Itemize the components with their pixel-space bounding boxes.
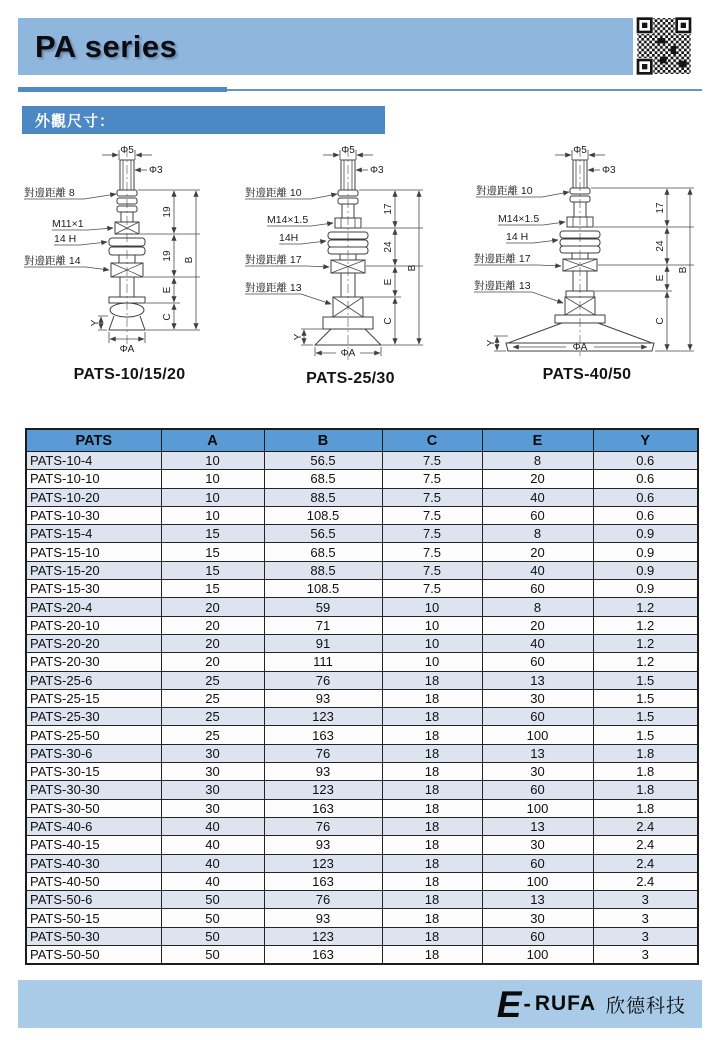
value-cell: 88.5 bbox=[264, 561, 382, 579]
value-cell: 76 bbox=[264, 744, 382, 762]
page-title: PA series bbox=[35, 28, 178, 64]
value-cell: 59 bbox=[264, 598, 382, 616]
col-header-y: Y bbox=[593, 429, 698, 452]
value-cell: 1.5 bbox=[593, 689, 698, 707]
value-cell: 1.2 bbox=[593, 634, 698, 652]
header-bar bbox=[18, 18, 633, 75]
model-cell: PATS-10-20 bbox=[26, 488, 161, 506]
label-collar: 14H bbox=[279, 232, 299, 244]
model-cell: PATS-15-20 bbox=[26, 561, 161, 579]
table-row bbox=[26, 726, 698, 744]
value-cell: 13 bbox=[482, 671, 593, 689]
value-cell: 40 bbox=[161, 872, 264, 890]
value-cell: 88.5 bbox=[264, 488, 382, 506]
value-cell: 13 bbox=[482, 891, 593, 909]
value-cell: 7.5 bbox=[382, 561, 482, 579]
value-cell: 40 bbox=[482, 561, 593, 579]
value-cell: 10 bbox=[161, 488, 264, 506]
label-thread: M14×1.5 bbox=[498, 213, 540, 225]
value-cell: 10 bbox=[161, 452, 264, 470]
value-cell: 0.6 bbox=[593, 488, 698, 506]
value-cell: 60 bbox=[482, 653, 593, 671]
model-cell: PATS-40-6 bbox=[26, 817, 161, 835]
value-cell: 3 bbox=[593, 891, 698, 909]
value-cell: 1.2 bbox=[593, 598, 698, 616]
value-cell: 2.4 bbox=[593, 836, 698, 854]
table-row bbox=[26, 671, 698, 689]
dim-seg2: 24 bbox=[655, 240, 666, 252]
model-cell: PATS-25-30 bbox=[26, 708, 161, 726]
value-cell: 1.8 bbox=[593, 763, 698, 781]
value-cell: 10 bbox=[382, 634, 482, 652]
dim-seg2: 24 bbox=[383, 241, 394, 253]
value-cell: 7.5 bbox=[382, 580, 482, 598]
table-row bbox=[26, 653, 698, 671]
label-flats-low: 對邊距離 13 bbox=[474, 280, 531, 292]
value-cell: 8 bbox=[482, 598, 593, 616]
value-cell: 50 bbox=[161, 909, 264, 927]
dim-phi3: Φ3 bbox=[370, 165, 384, 176]
table-row bbox=[26, 817, 698, 835]
value-cell: 20 bbox=[482, 543, 593, 561]
value-cell: 68.5 bbox=[264, 470, 382, 488]
value-cell: 20 bbox=[161, 598, 264, 616]
model-cell: PATS-40-30 bbox=[26, 854, 161, 872]
value-cell: 10 bbox=[161, 506, 264, 524]
model-cell: PATS-50-50 bbox=[26, 946, 161, 965]
model-cell: PATS-10-4 bbox=[26, 452, 161, 470]
value-cell: 15 bbox=[161, 543, 264, 561]
value-cell: 25 bbox=[161, 726, 264, 744]
logo-chinese-name: 欣德科技 bbox=[605, 995, 686, 1017]
value-cell: 1.8 bbox=[593, 781, 698, 799]
section-title-bar bbox=[22, 106, 385, 134]
model-cell: PATS-30-50 bbox=[26, 799, 161, 817]
col-header-c: C bbox=[382, 429, 482, 452]
table-row bbox=[26, 580, 698, 598]
value-cell: 40 bbox=[161, 854, 264, 872]
value-cell: 93 bbox=[264, 836, 382, 854]
label-flats-mid: 對邊距離 17 bbox=[245, 254, 302, 266]
value-cell: 60 bbox=[482, 708, 593, 726]
value-cell: 100 bbox=[482, 726, 593, 744]
value-cell: 30 bbox=[482, 763, 593, 781]
value-cell: 15 bbox=[161, 525, 264, 543]
value-cell: 18 bbox=[382, 891, 482, 909]
table-row bbox=[26, 506, 698, 524]
value-cell: 123 bbox=[264, 708, 382, 726]
value-cell: 10 bbox=[382, 653, 482, 671]
label-flats-top: 對邊距離 10 bbox=[245, 187, 302, 199]
dim-phi3: Φ3 bbox=[149, 165, 163, 176]
model-cell: PATS-30-15 bbox=[26, 763, 161, 781]
value-cell: 163 bbox=[264, 726, 382, 744]
value-cell: 7.5 bbox=[382, 452, 482, 470]
model-cell: PATS-20-4 bbox=[26, 598, 161, 616]
model-cell: PATS-25-15 bbox=[26, 689, 161, 707]
value-cell: 50 bbox=[161, 891, 264, 909]
value-cell: 100 bbox=[482, 946, 593, 965]
value-cell: 18 bbox=[382, 763, 482, 781]
label-flats-top: 對邊距離 10 bbox=[476, 185, 533, 197]
dim-b: B bbox=[678, 266, 689, 274]
dim-y: Y bbox=[486, 339, 497, 347]
value-cell: 40 bbox=[161, 817, 264, 835]
table-row bbox=[26, 561, 698, 579]
value-cell: 163 bbox=[264, 946, 382, 965]
value-cell: 71 bbox=[264, 616, 382, 634]
table-row bbox=[26, 744, 698, 762]
value-cell: 2.4 bbox=[593, 854, 698, 872]
value-cell: 50 bbox=[161, 927, 264, 945]
value-cell: 15 bbox=[161, 561, 264, 579]
value-cell: 8 bbox=[482, 452, 593, 470]
value-cell: 7.5 bbox=[382, 525, 482, 543]
value-cell: 93 bbox=[264, 909, 382, 927]
model-cell: PATS-50-6 bbox=[26, 891, 161, 909]
dim-y: Y bbox=[90, 319, 101, 327]
col-header-pats: PATS bbox=[26, 429, 161, 452]
table-row bbox=[26, 927, 698, 945]
value-cell: 10 bbox=[161, 470, 264, 488]
value-cell: 163 bbox=[264, 872, 382, 890]
value-cell: 100 bbox=[482, 799, 593, 817]
table-row bbox=[26, 689, 698, 707]
table-row bbox=[26, 708, 698, 726]
dim-b: B bbox=[407, 264, 418, 272]
value-cell: 40 bbox=[482, 634, 593, 652]
section-title: 外觀尺寸： bbox=[35, 112, 116, 130]
value-cell: 30 bbox=[161, 744, 264, 762]
value-cell: 1.2 bbox=[593, 616, 698, 634]
table-row bbox=[26, 470, 698, 488]
value-cell: 56.5 bbox=[264, 525, 382, 543]
value-cell: 20 bbox=[161, 634, 264, 652]
table-row bbox=[26, 452, 698, 470]
dim-phi3: Φ3 bbox=[602, 165, 616, 176]
value-cell: 30 bbox=[482, 689, 593, 707]
value-cell: 1.8 bbox=[593, 799, 698, 817]
table-row bbox=[26, 909, 698, 927]
label-thread: M11×1 bbox=[52, 218, 84, 230]
table-row bbox=[26, 799, 698, 817]
value-cell: 18 bbox=[382, 689, 482, 707]
table-row bbox=[26, 763, 698, 781]
value-cell: 18 bbox=[382, 909, 482, 927]
value-cell: 100 bbox=[482, 872, 593, 890]
value-cell: 25 bbox=[161, 689, 264, 707]
model-cell: PATS-10-10 bbox=[26, 470, 161, 488]
dim-phiA: ΦA bbox=[572, 342, 588, 353]
value-cell: 76 bbox=[264, 891, 382, 909]
value-cell: 111 bbox=[264, 653, 382, 671]
value-cell: 20 bbox=[161, 653, 264, 671]
value-cell: 3 bbox=[593, 909, 698, 927]
value-cell: 0.9 bbox=[593, 525, 698, 543]
col-header-b: B bbox=[264, 429, 382, 452]
value-cell: 1.8 bbox=[593, 744, 698, 762]
value-cell: 25 bbox=[161, 708, 264, 726]
value-cell: 68.5 bbox=[264, 543, 382, 561]
footer-bar bbox=[18, 980, 702, 1028]
model-cell: PATS-40-50 bbox=[26, 872, 161, 890]
technical-drawing-icon bbox=[462, 146, 712, 364]
value-cell: 123 bbox=[264, 927, 382, 945]
diagram-pats-10-15-20 bbox=[22, 146, 237, 384]
value-cell: 30 bbox=[161, 799, 264, 817]
dim-phi5: Φ5 bbox=[573, 146, 587, 156]
model-cell: PATS-50-15 bbox=[26, 909, 161, 927]
dim-c: C bbox=[162, 313, 173, 321]
table-row bbox=[26, 872, 698, 890]
value-cell: 76 bbox=[264, 671, 382, 689]
table-row bbox=[26, 543, 698, 561]
dim-e: E bbox=[383, 278, 394, 286]
table-row bbox=[26, 488, 698, 506]
value-cell: 7.5 bbox=[382, 488, 482, 506]
col-header-a: A bbox=[161, 429, 264, 452]
label-flats-mid: 對邊距離 14 bbox=[24, 255, 81, 267]
value-cell: 108.5 bbox=[264, 580, 382, 598]
value-cell: 56.5 bbox=[264, 452, 382, 470]
diagram-pats-40-50 bbox=[462, 146, 712, 384]
value-cell: 40 bbox=[161, 836, 264, 854]
value-cell: 1.2 bbox=[593, 653, 698, 671]
label-flats-mid: 對邊距離 17 bbox=[474, 253, 531, 265]
value-cell: 18 bbox=[382, 927, 482, 945]
label-flats-top: 對邊距離 8 bbox=[24, 187, 75, 199]
model-cell: PATS-10-30 bbox=[26, 506, 161, 524]
value-cell: 18 bbox=[382, 744, 482, 762]
dim-e: E bbox=[162, 286, 173, 294]
value-cell: 123 bbox=[264, 781, 382, 799]
label-collar: 14 H bbox=[506, 231, 529, 243]
value-cell: 40 bbox=[482, 488, 593, 506]
model-cell: PATS-40-15 bbox=[26, 836, 161, 854]
dim-c: C bbox=[655, 317, 666, 325]
table-row bbox=[26, 598, 698, 616]
value-cell: 91 bbox=[264, 634, 382, 652]
value-cell: 20 bbox=[482, 616, 593, 634]
model-cell: PATS-30-6 bbox=[26, 744, 161, 762]
value-cell: 3 bbox=[593, 927, 698, 945]
value-cell: 18 bbox=[382, 836, 482, 854]
model-cell: PATS-25-6 bbox=[26, 671, 161, 689]
label-flats-low: 對邊距離 13 bbox=[245, 282, 302, 294]
model-cell: PATS-20-10 bbox=[26, 616, 161, 634]
value-cell: 0.6 bbox=[593, 452, 698, 470]
value-cell: 0.9 bbox=[593, 580, 698, 598]
value-cell: 60 bbox=[482, 927, 593, 945]
value-cell: 2.4 bbox=[593, 817, 698, 835]
value-cell: 1.5 bbox=[593, 708, 698, 726]
diagram-pats-25-30 bbox=[243, 146, 458, 388]
model-cell: PATS-15-30 bbox=[26, 580, 161, 598]
table-row bbox=[26, 634, 698, 652]
value-cell: 1.5 bbox=[593, 726, 698, 744]
value-cell: 15 bbox=[161, 580, 264, 598]
value-cell: 163 bbox=[264, 799, 382, 817]
value-cell: 108.5 bbox=[264, 506, 382, 524]
label-collar: 14 H bbox=[54, 233, 77, 245]
dim-b: B bbox=[184, 256, 195, 264]
qr-code-icon bbox=[636, 16, 692, 76]
value-cell: 10 bbox=[382, 598, 482, 616]
value-cell: 7.5 bbox=[382, 506, 482, 524]
value-cell: 8 bbox=[482, 525, 593, 543]
table-row bbox=[26, 891, 698, 909]
technical-drawing-icon bbox=[22, 146, 237, 364]
value-cell: 20 bbox=[161, 616, 264, 634]
value-cell: 18 bbox=[382, 872, 482, 890]
value-cell: 93 bbox=[264, 763, 382, 781]
dim-phiA: ΦA bbox=[119, 344, 135, 355]
value-cell: 7.5 bbox=[382, 543, 482, 561]
model-cell: PATS-15-4 bbox=[26, 525, 161, 543]
model-cell: PATS-15-10 bbox=[26, 543, 161, 561]
value-cell: 60 bbox=[482, 506, 593, 524]
value-cell: 76 bbox=[264, 817, 382, 835]
technical-drawing-icon bbox=[243, 146, 458, 368]
model-cell: PATS-20-30 bbox=[26, 653, 161, 671]
dim-phiA: ΦA bbox=[340, 348, 356, 359]
dimension-table-body bbox=[26, 452, 698, 965]
dim-e: E bbox=[655, 274, 666, 282]
table-row bbox=[26, 836, 698, 854]
value-cell: 60 bbox=[482, 854, 593, 872]
value-cell: 30 bbox=[482, 909, 593, 927]
label-thread: M14×1.5 bbox=[267, 214, 309, 226]
value-cell: 50 bbox=[161, 946, 264, 965]
value-cell: 18 bbox=[382, 781, 482, 799]
dim-seg1: 17 bbox=[655, 202, 666, 214]
erufa-logo bbox=[496, 983, 686, 1025]
value-cell: 18 bbox=[382, 708, 482, 726]
model-cell: PATS-50-30 bbox=[26, 927, 161, 945]
value-cell: 0.9 bbox=[593, 561, 698, 579]
table-row bbox=[26, 854, 698, 872]
dim-y: Y bbox=[293, 333, 304, 341]
value-cell: 10 bbox=[382, 616, 482, 634]
value-cell: 30 bbox=[161, 763, 264, 781]
diagram-caption: PATS-10/15/20 bbox=[73, 366, 186, 383]
dim-phi5: Φ5 bbox=[120, 146, 134, 156]
dim-seg1: 19 bbox=[162, 206, 173, 218]
table-row bbox=[26, 781, 698, 799]
dim-c: C bbox=[383, 317, 394, 325]
value-cell: 60 bbox=[482, 781, 593, 799]
value-cell: 18 bbox=[382, 671, 482, 689]
value-cell: 18 bbox=[382, 854, 482, 872]
col-header-e: E bbox=[482, 429, 593, 452]
model-cell: PATS-20-20 bbox=[26, 634, 161, 652]
dim-phi5: Φ5 bbox=[341, 146, 355, 156]
value-cell: 18 bbox=[382, 817, 482, 835]
value-cell: 13 bbox=[482, 817, 593, 835]
table-row bbox=[26, 616, 698, 634]
diagram-caption: PATS-25/30 bbox=[306, 370, 395, 387]
value-cell: 0.6 bbox=[593, 506, 698, 524]
value-cell: 30 bbox=[482, 836, 593, 854]
value-cell: 18 bbox=[382, 946, 482, 965]
value-cell: 20 bbox=[482, 470, 593, 488]
value-cell: 2.4 bbox=[593, 872, 698, 890]
value-cell: 18 bbox=[382, 799, 482, 817]
diagram-caption: PATS-40/50 bbox=[542, 366, 632, 383]
header-divider-accent bbox=[18, 87, 227, 92]
value-cell: 30 bbox=[161, 781, 264, 799]
table-header-row bbox=[26, 429, 698, 452]
value-cell: 3 bbox=[593, 946, 698, 965]
table-row bbox=[26, 946, 698, 965]
logo-hyphen: - bbox=[523, 991, 531, 1016]
value-cell: 7.5 bbox=[382, 470, 482, 488]
logo-brand-name: RUFA bbox=[534, 992, 596, 1015]
value-cell: 18 bbox=[382, 726, 482, 744]
value-cell: 93 bbox=[264, 689, 382, 707]
value-cell: 123 bbox=[264, 854, 382, 872]
value-cell: 60 bbox=[482, 580, 593, 598]
value-cell: 25 bbox=[161, 671, 264, 689]
model-cell: PATS-25-50 bbox=[26, 726, 161, 744]
dim-seg2: 19 bbox=[162, 250, 173, 262]
dim-seg1: 17 bbox=[383, 203, 394, 215]
table-row bbox=[26, 525, 698, 543]
logo-letter-e: E bbox=[496, 983, 522, 1025]
value-cell: 0.6 bbox=[593, 470, 698, 488]
dimension-table bbox=[25, 428, 699, 965]
value-cell: 13 bbox=[482, 744, 593, 762]
value-cell: 0.9 bbox=[593, 543, 698, 561]
value-cell: 1.5 bbox=[593, 671, 698, 689]
model-cell: PATS-30-30 bbox=[26, 781, 161, 799]
